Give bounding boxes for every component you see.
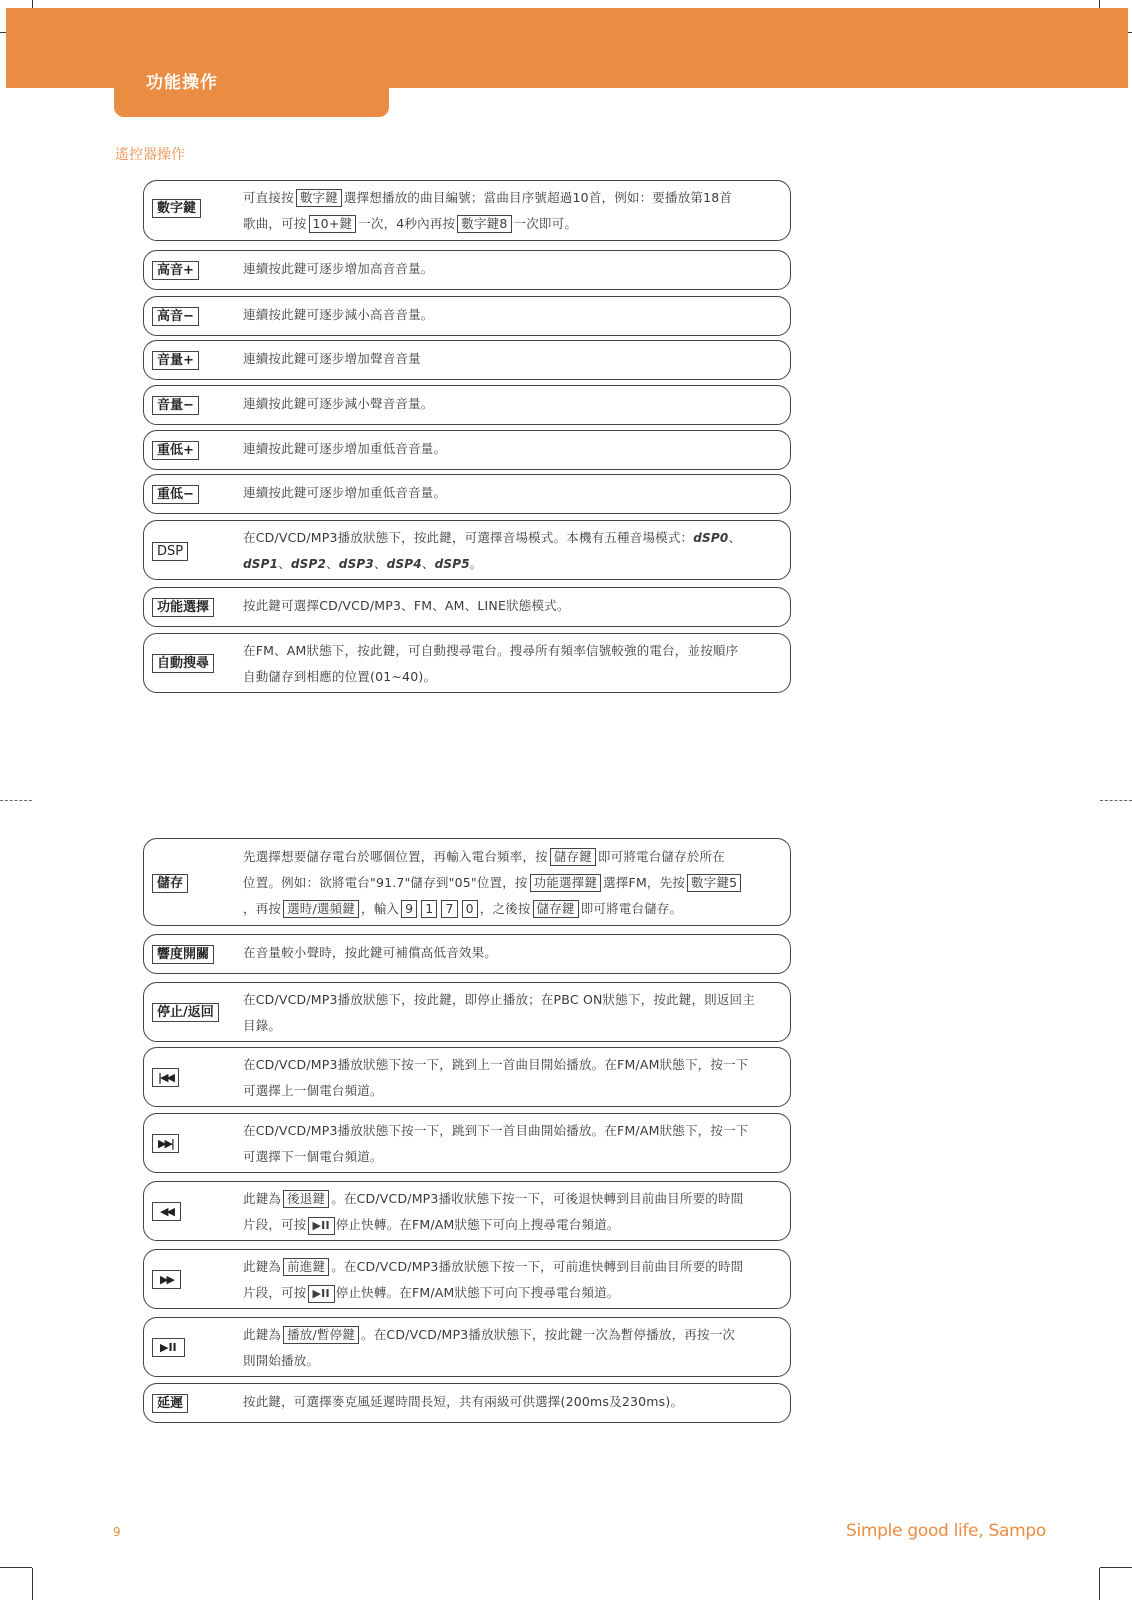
row-description: 在音量較小聲時，按此鍵可補償高低音效果。 bbox=[243, 945, 498, 960]
stop-return-key-label: 停止/返回 bbox=[152, 1003, 219, 1022]
row-description: 在CD/VCD/MP3播放狀態下按一下，跳到下一首目曲開始播放。在FM/AM狀態下，按一下 可選擇下一個電台頻道。 bbox=[243, 1123, 749, 1164]
row-next bbox=[143, 1113, 791, 1173]
row-description: 連續按此鍵可逐步減小高音音量。 bbox=[243, 307, 434, 322]
row-description: 此鍵為 後退鍵 。在CD/VCD/MP3播收狀態下按一下，可後退快轉到目前曲目所要的時間 片段，可按 ▶II 停止快轉。在FM/AM狀態下可向上搜尋電台頻道。 bbox=[243, 1186, 786, 1238]
crop-mark bbox=[1100, 1567, 1132, 1568]
row-volume-up bbox=[143, 340, 791, 380]
row-description: 此鍵為 前進鍵 。在CD/VCD/MP3播放狀態下按一下，可前進快轉到目前曲目所要的時間 片段，可按 ▶II 停止快轉。在FM/AM狀態下可向下搜尋電台頻道。 bbox=[243, 1254, 786, 1306]
row-loudness bbox=[143, 934, 791, 974]
page-title: 功能操作 bbox=[146, 73, 218, 93]
row-description: 連續按此鍵可逐步增加重低音音量。 bbox=[243, 485, 447, 500]
row-description: 在CD/VCD/MP3播放狀態下按一下，跳到上一首曲目開始播放。在FM/AM狀態下，按一下 可選擇上一個電台頻道。 bbox=[243, 1057, 749, 1098]
row-description: 連續按此鍵可逐步增加重低音音量。 bbox=[243, 441, 447, 456]
previous-track-icon: |◀◀ bbox=[152, 1068, 179, 1087]
row-description: 按此鍵可選擇CD/VCD/MP3、FM、AM、LINE狀態模式。 bbox=[243, 598, 570, 613]
auto-search-key-label: 自動搜尋 bbox=[152, 654, 214, 673]
play-pause-icon: ▶II bbox=[308, 1217, 335, 1235]
row-rewind bbox=[143, 1181, 791, 1241]
row-function-select bbox=[143, 587, 791, 627]
row-description: 連續按此鍵可逐步增加聲音音量 bbox=[243, 351, 421, 366]
fold-mark bbox=[1100, 800, 1132, 801]
play-pause-icon: ▶II bbox=[152, 1338, 185, 1357]
row-description: 連續按此鍵可逐步增加高音音量。 bbox=[243, 261, 434, 276]
crop-mark bbox=[1099, 1568, 1100, 1600]
row-bass-down bbox=[143, 474, 791, 514]
store-key-label: 儲存 bbox=[152, 874, 188, 893]
row-treble-up bbox=[143, 250, 791, 290]
row-description: 在CD/VCD/MP3播放狀態下，按此鍵，可選擇音場模式。本機有五種音場模式：dSP0、 dSP1、dSP2、dSP3、dSP4、dSP5。 bbox=[243, 530, 742, 571]
next-track-icon: ▶▶| bbox=[152, 1134, 179, 1153]
crop-mark bbox=[32, 1568, 33, 1600]
row-auto-search bbox=[143, 633, 791, 693]
fast-forward-icon: ▶▶ bbox=[152, 1270, 181, 1289]
volume-up-key-label: 音量+ bbox=[152, 351, 199, 370]
row-description: 可直接按 數字鍵 選擇想播放的曲目編號；當曲目序號超過10首，例如：要播放第18首 歌曲，可按 10+鍵 一次，4秒內再按 數字鍵8 一次即可。 bbox=[243, 190, 733, 231]
row-play-pause bbox=[143, 1317, 791, 1377]
row-previous bbox=[143, 1047, 791, 1107]
treble-up-key-label: 高音+ bbox=[152, 261, 199, 280]
row-forward bbox=[143, 1249, 791, 1309]
volume-down-key-label: 音量− bbox=[152, 396, 199, 415]
row-description: 在CD/VCD/MP3播放狀態下，按此鍵，即停止播放；在PBC ON狀態下，按此鍵，則返回主 目錄。 bbox=[243, 992, 755, 1033]
treble-down-key-label: 高音− bbox=[152, 307, 199, 326]
row-description: 連續按此鍵可逐步減小聲音音量。 bbox=[243, 396, 434, 411]
row-volume-down bbox=[143, 385, 791, 425]
row-description: 在FM、AM狀態下，按此鍵，可自動搜尋電台。搜尋所有頻率信號較強的電台，並按順序 自動儲存到相應的位置(01∼40)。 bbox=[243, 643, 739, 684]
page-number: 9 bbox=[113, 1525, 121, 1539]
play-pause-icon: ▶II bbox=[308, 1285, 335, 1303]
number-key-label: 數字鍵 bbox=[152, 199, 201, 218]
row-number-key bbox=[143, 180, 791, 241]
row-stop-return bbox=[143, 982, 791, 1042]
row-description: 先選擇想要儲存電台於哪個位置，再輸入電台頻率，按 儲存鍵 即可將電台儲存於所在 位置。例如：欲將電台"91.7"儲存到"05"位置，按 功能選擇鍵 選擇FM，先按 數字鍵5 ，再按 選時/選頻鍵 ，輸入 9 1 7 0 ，之後按 儲存鍵 即可將電台儲存。 bbox=[243, 844, 786, 922]
row-bass-up bbox=[143, 430, 791, 470]
section-title: 遙控器操作 bbox=[115, 147, 185, 163]
delay-key-label: 延遲 bbox=[152, 1394, 188, 1413]
fold-mark bbox=[0, 800, 32, 801]
loudness-key-label: 響度開關 bbox=[152, 945, 214, 964]
row-delay bbox=[143, 1383, 791, 1423]
row-dsp bbox=[143, 520, 791, 580]
dsp-key-label: DSP bbox=[152, 542, 188, 561]
brand-slogan: Simple good life, Sampo bbox=[846, 1521, 1046, 1541]
row-description: 此鍵為 播放/暫停鍵 。在CD/VCD/MP3播放狀態下，按此鍵一次為暫停播放，再按一次 則開始播放。 bbox=[243, 1327, 736, 1368]
bass-up-key-label: 重低+ bbox=[152, 441, 199, 460]
bass-down-key-label: 重低− bbox=[152, 485, 199, 504]
row-store bbox=[143, 838, 791, 926]
crop-mark bbox=[0, 1567, 32, 1568]
row-treble-down bbox=[143, 296, 791, 336]
function-select-key-label: 功能選擇 bbox=[152, 598, 214, 617]
row-description: 按此鍵，可選擇麥克風延遲時間長短，共有兩級可供選擇(200ms及230ms)。 bbox=[243, 1394, 684, 1409]
rewind-icon: ◀◀ bbox=[152, 1202, 181, 1221]
